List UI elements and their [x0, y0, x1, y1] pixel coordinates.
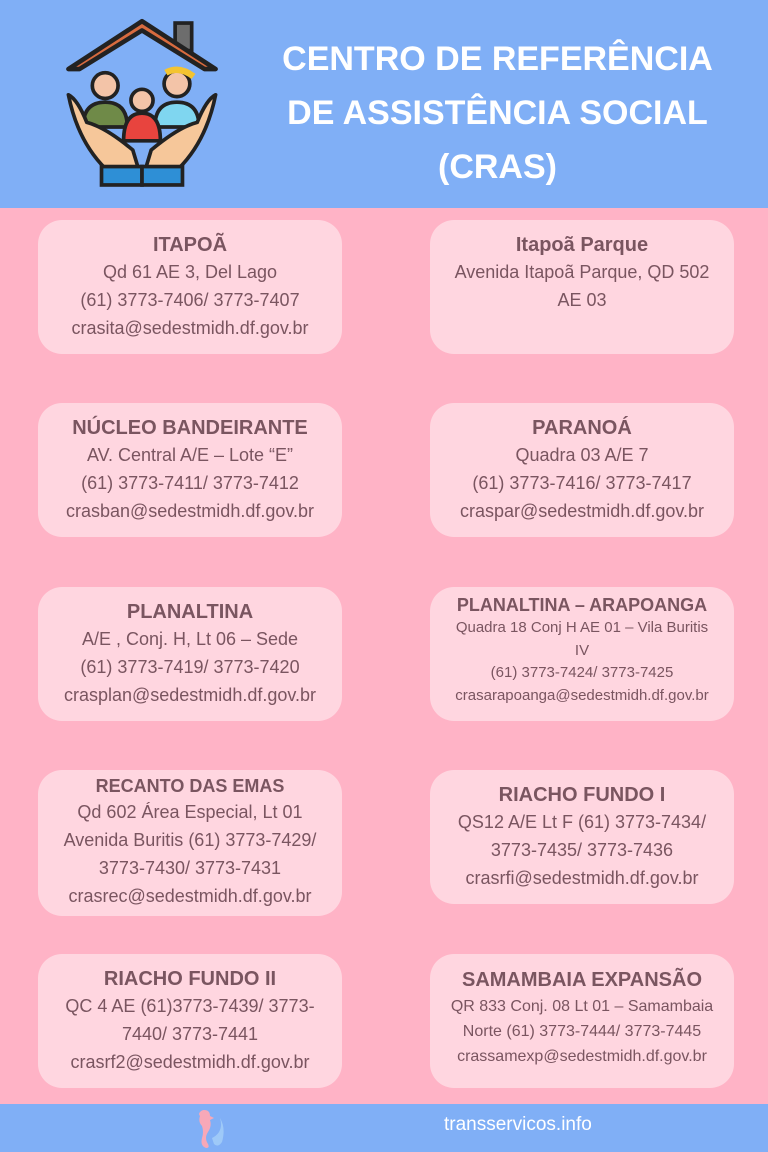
- card-email: crasarapoanga@sedestmidh.df.gov.br: [455, 686, 709, 704]
- card-phone: (61) 3773-7419/ 3773-7420: [80, 657, 300, 677]
- cras-card-riacho-fundo-ii: [38, 954, 342, 1088]
- cras-card-nucleo-bandeirante: [38, 403, 342, 537]
- cras-card-paranoa: [430, 403, 734, 537]
- card-email: crasrf2@sedestmidh.df.gov.br: [70, 1052, 310, 1072]
- card-address: Qd 602 Área Especial, Lt 01: [77, 802, 303, 822]
- page-title: [250, 32, 745, 194]
- cras-card-itapoa: [38, 220, 342, 354]
- card-phone: (61) 3773-7406/ 3773-7407: [80, 290, 300, 310]
- card-phone: (61) 3773-7411/ 3773-7412: [81, 473, 299, 493]
- cras-card-riacho-fundo-i: [430, 770, 734, 904]
- card-title: RECANTO DAS EMAS: [95, 776, 285, 796]
- cras-card-itapoa-parque: [430, 220, 734, 354]
- card-email: crasrec@sedestmidh.df.gov.br: [68, 886, 312, 906]
- card-email: crasita@sedestmidh.df.gov.br: [71, 318, 309, 338]
- card-title: Itapoã Parque: [515, 234, 649, 256]
- card-address-phone: QS12 A/E Lt F (61) 3773-7434/: [457, 812, 707, 832]
- card-address: Quadra 18 Conj H AE 01 – Vila Buritis: [455, 619, 709, 636]
- footer: [0, 1104, 768, 1152]
- header: [0, 0, 768, 208]
- cras-card-planaltina: [38, 587, 342, 721]
- card-phone: 3773-7430/ 3773-7431: [98, 858, 282, 878]
- card-phone: Norte (61) 3773-7444/ 3773-7445: [462, 1023, 702, 1040]
- card-phone: 7440/ 3773-7441: [121, 1024, 259, 1044]
- card-title: RIACHO FUNDO I: [498, 784, 666, 806]
- card-title: PLANALTINA – ARAPOANGA: [456, 595, 708, 615]
- card-email: crasrfi@sedestmidh.df.gov.br: [465, 868, 699, 888]
- card-title: PARANOÁ: [532, 417, 632, 439]
- card-phone: (61) 3773-7416/ 3773-7417: [472, 473, 692, 493]
- card-email: crasban@sedestmidh.df.gov.br: [65, 501, 315, 521]
- card-address-cont: AE 03: [557, 290, 607, 310]
- card-title: RIACHO FUNDO II: [103, 968, 277, 990]
- card-title: NÚCLEO BANDEIRANTE: [72, 417, 308, 439]
- card-address: Avenida Itapoã Parque, QD 502: [454, 262, 710, 282]
- family-house-hands-icon: [50, 12, 234, 196]
- title-line-2: DE ASSISTÊNCIA SOCIAL: [287, 94, 708, 132]
- cras-card-recanto-das-emas: [38, 770, 342, 916]
- card-title: ITAPOÃ: [152, 234, 228, 256]
- card-address: Quadra 03 A/E 7: [515, 445, 649, 465]
- card-title: SAMAMBAIA EXPANSÃO: [461, 969, 702, 991]
- cras-card-planaltina-arapoanga: [430, 587, 734, 721]
- card-email: craspar@sedestmidh.df.gov.br: [459, 501, 705, 521]
- site-link[interactable]: transservicos.info: [444, 1114, 592, 1135]
- card-address: Qd 61 AE 3, Del Lago: [102, 262, 278, 282]
- card-title: PLANALTINA: [126, 601, 254, 623]
- card-address: QR 833 Conj. 08 Lt 01 – Samambaia: [450, 998, 714, 1015]
- seahorse-icon: [190, 1108, 230, 1150]
- cras-card-samambaia-expansao: [430, 954, 734, 1088]
- card-email: crassamexp@sedestmidh.df.gov.br: [457, 1048, 707, 1065]
- card-phone: (61) 3773-7424/ 3773-7425: [490, 664, 674, 681]
- card-address-phone: Avenida Buritis (61) 3773-7429/: [63, 830, 317, 850]
- card-email: crasplan@sedestmidh.df.gov.br: [63, 685, 317, 705]
- card-address: A/E , Conj. H, Lt 06 – Sede: [81, 629, 299, 649]
- card-address: AV. Central A/E – Lote “E”: [86, 445, 294, 465]
- card-address-phone: QC 4 AE (61)3773-7439/ 3773-: [65, 996, 315, 1016]
- title-line-3: (CRAS): [438, 148, 557, 186]
- title-line-1: CENTRO DE REFERÊNCIA: [282, 40, 713, 78]
- card-address-cont: IV: [574, 641, 590, 659]
- card-phone: 3773-7435/ 3773-7436: [490, 840, 674, 860]
